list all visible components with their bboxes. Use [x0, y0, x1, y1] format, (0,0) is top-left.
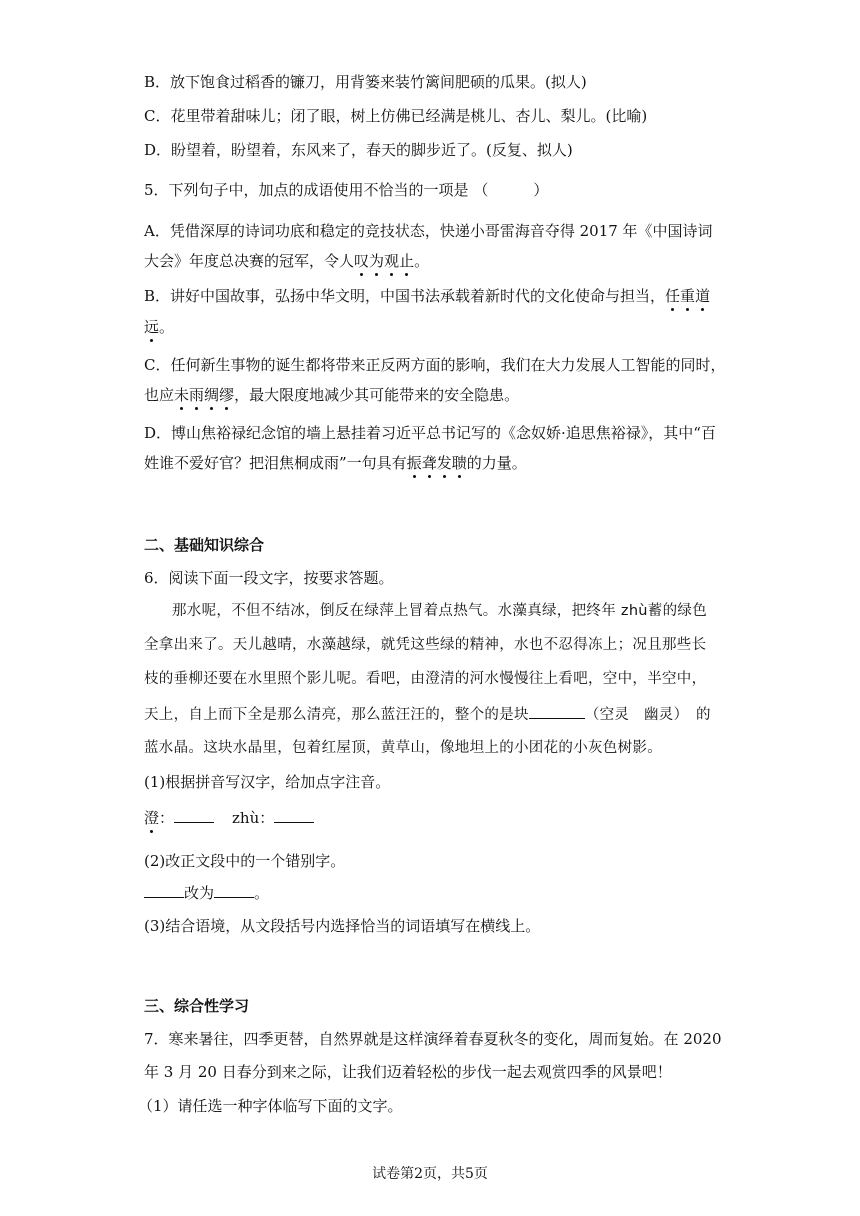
q6-sub-1: (1)根据拼音写汉字，给加点字注音。 [144, 773, 391, 791]
passage-line-4: 天上，自上而下全是那么清亮，那么蓝汪汪的，整个的是块 （空灵 幽灵） 的 [144, 704, 711, 725]
section-2-title: 二、基础知识综合 [144, 536, 265, 554]
dotted-char: 叹 [354, 252, 370, 270]
q5-option-d-line2: 姓谁不爱好官？把泪焦桐成雨”一句具有振聋发聩的力量。 [144, 454, 527, 472]
answer-blank[interactable] [144, 883, 184, 898]
passage-line-3: 枝的垂柳还要在水里照个影儿呢。看吧，由澄清的河水慢慢往上看吧，空中，半空中， [144, 671, 707, 687]
q5-option-b-line1: B．讲好中国故事，弘扬中华文明，中国书法承载着新时代的文化使命与担当，任重道 [144, 287, 711, 305]
q7-line-1: 7．寒来暑往，四季更替，自然界就是这样演绎着春夏秋冬的变化，周而复始。在 2020 [144, 1030, 722, 1048]
dotted-char: 重 [680, 287, 696, 305]
page-footer: 试卷第2页，共5页 [372, 1166, 488, 1182]
dotted-char: 道 [695, 287, 711, 305]
dotted-char: 未 [174, 386, 190, 404]
dotted-char: 止 [399, 252, 415, 270]
q6-stem: 6．阅读下面一段文字，按要求答题。 [144, 569, 394, 587]
dotted-char: 聩 [451, 454, 467, 472]
dotted-char: 缪 [219, 386, 235, 404]
dotted-char: 观 [384, 252, 400, 270]
q5-option-c-line2: 也应未雨绸缪，最大限度地减少其可能带来的安全隐患。 [144, 386, 520, 404]
dotted-char: 为 [369, 252, 385, 270]
section-3-title: 三、综合性学习 [144, 997, 250, 1015]
q7-sub-1: （1）请任选一种字体临写下面的文字。 [138, 1097, 403, 1115]
fill-blank-line[interactable] [529, 704, 585, 719]
answer-blank[interactable] [214, 883, 254, 898]
q5-option-a-line2: 大会》年度总决赛的冠军，令人叹为观止。 [144, 252, 430, 270]
q6-sub-2-answers: 改为 。 [144, 883, 269, 903]
q6-sub-2: (2)改正文段中的一个错别字。 [144, 852, 346, 870]
dotted-char: 任 [665, 287, 681, 305]
q7-line-2: 年 3 月 20 日春分到来之际，让我们迈着轻松的步伐一起去观赏四季的风景吧！ [144, 1063, 672, 1081]
answer-blank[interactable] [274, 808, 314, 823]
q4-option-c: C．花里带着甜味儿；闭了眼，树上仿佛已经满是桃儿、杏儿、梨儿。(比喻) [144, 107, 648, 125]
q5-option-d-line1: D．博山焦裕禄纪念馆的墙上悬挂着习近平总书记写的《念奴娇·追思焦裕禄》，其中“百 [144, 424, 716, 442]
passage-line-1: 那水呢，不但不结冰，倒反在绿萍上冒着点热气。水藻真绿，把终年 zhù蓄的绿色 [172, 603, 707, 619]
q6-sub-3: (3)结合语境，从文段括号内选择恰当的词语填写在横线上。 [144, 917, 541, 935]
dotted-char: 远 [144, 318, 160, 336]
dotted-char: 聋 [421, 454, 437, 472]
q6-sub-1-answers: 澄： zhù： [144, 808, 314, 828]
q5-option-c-line1: C．任何新生事物的诞生都将带来正反两方面的影响，我们在大力发展人工智能的同时， [144, 356, 726, 374]
passage-line-2: 全拿出来了。天儿越晴，水藻越绿，就凭这些绿的精神，水也不忍得冻上；况且那些长 [144, 637, 707, 653]
dotted-char: 澄 [144, 809, 160, 827]
answer-blank[interactable] [174, 808, 214, 823]
q5-option-b-line2: 远。 [144, 318, 175, 336]
q4-option-b: B．放下饱食过稻香的镰刀，用背篓来装竹篱间肥硕的瓜果。(拟人) [144, 73, 587, 91]
dotted-char: 绸 [204, 386, 220, 404]
q5-stem: 5．下列句子中，加点的成语使用不恰当的一项是 （ ） [144, 181, 549, 199]
q5-option-a-line1: A．凭借深厚的诗词功底和稳定的竞技状态，快递小哥雷海音夺得 2017 年《中国诗词 [144, 222, 713, 240]
dotted-char: 雨 [189, 386, 205, 404]
dotted-char: 振 [406, 454, 422, 472]
dotted-char: 发 [436, 454, 452, 472]
q4-option-d: D．盼望着，盼望着，东风来了，春天的脚步近了。(反复、拟人) [144, 141, 573, 159]
passage-line-5: 蓝水晶。这块水晶里，包着红屋顶，黄草山，像地坦上的小团花的小灰色树影。 [144, 740, 662, 756]
